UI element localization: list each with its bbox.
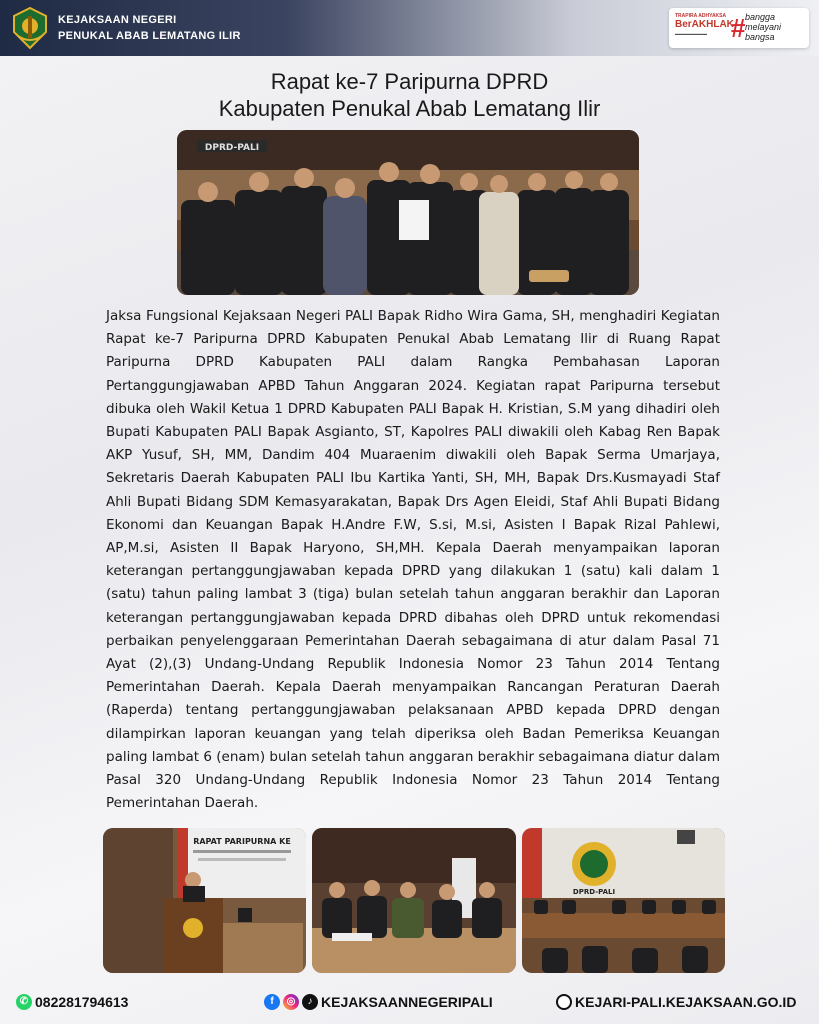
thumbnail-podium-speech <box>103 828 306 973</box>
thumbnail-banner-text: RAPAT PARIPURNA KE <box>193 837 291 846</box>
badge-tagline-2: melayani <box>745 22 782 32</box>
title-line2: Kabupaten Penukal Abab Lematang Ilir <box>218 96 601 121</box>
badge-core-values: BerAKHLAK <box>675 19 734 30</box>
org-name-line2: PENUKAL ABAB LEMATANG ILIR <box>58 30 241 42</box>
badge-tagline-3: bangsa <box>745 32 775 42</box>
footer-phone[interactable] <box>16 994 128 1010</box>
footer <box>0 990 819 1018</box>
footer-social[interactable] <box>264 994 493 1010</box>
badge-tagline-1: bangga <box>745 12 776 22</box>
thumbnail-assembly-hall <box>522 828 725 973</box>
badge-small-label: TRAPIRA ADHYAKSA <box>675 13 727 19</box>
instagram-icon: ◎ <box>283 994 299 1010</box>
org-name <box>58 12 241 44</box>
berakhlak-badge <box>669 8 809 48</box>
website-url: KEJARI-PALI.KEJAKSAAN.GO.ID <box>575 994 797 1010</box>
hashtag-icon: # <box>731 13 746 43</box>
main-group-photo <box>177 130 639 295</box>
article-body: Jaksa Fungsional Kejaksaan Negeri PALI Bapak Ridho Wira Gama, SH, menghadiri Kegiatan Rapat ke-7 Paripurna DPRD Kabupaten Penukal Abab Lematang Ilir di Ruang Rapat Paripurna DPRD Kabupaten PALI dalam Rangka Pembahasan Laporan Pertanggungjawaban APBD Tahun Anggaran 2024. Kegiatan rapat Paripurna tersebut dibuka oleh Wakil Ketua 1 DPRD Kabupaten PALI Bapak H. Kristian, S.M yang dihadiri oleh Bupati Kabupaten PALI Bapak Asgianto, ST, Kapolres PALI diwakili oleh Kabag Ren Bapak AKP Yusuf, SH, MM, Dandim 404 Muaraenim diwakili oleh Bapak Serma Umarjaya, Sekretaris Daerah Kabupaten PALI Ibu Kartika Yanti, SH, MH, Bapak Drs.Kusmayadi Staf Ahli Bupati Bidang SDM Kemasyarakatan, Bapak Drs Agen Eleidi, Staf Ahli Bupati Bidang Ekonomi dan Keuangan Bapak H.Andre F.W, S.si, M.si, Asisten I Bapak Rizal Pahlewi, AP,M.si, Asisten II Bapak Haryono, SH,MH. Kepala Daerah menyampaikan laporan keterangan pertanggungjawaban kepada DPRD yang dilakukan 1 (satu) kali dalam 1 (satu) tahun paling lambat 3 (tiga) bulan setelah tahun anggaran berakhir dan Laporan keterangan pertanggungjawaban kepada DPRD dibahas oleh DPRD untuk rekomendasi perbaikan penyelenggaraan Pemerintahan Daerah sebagaimana di atur dalam Pasal 71 Ayat (2),(3) Undang-Undang Republik Indonesia Nomor 23 Tahun 2014 Tentang Pemerintahan Daerah. Kepala Daerah menyampaikan Rancangan Peraturan Daerah (Raperda) tentang pertanggungjawaban pelaksanaan APBD kepada DPRD dengan dilampirkan laporan keuangan yang telah diperiksa oleh Badan Pemeriksa Keuangan paling lambat 6 (enam) bulan setelah tahun anggaran berakhir sebagaimana diatur dalam Pasal 320 Undang-Undang Republik Indonesia Nomor 23 Tahun 2014 Tentang Pemerintahan Daerah. <box>106 308 720 812</box>
main-photo-banner: DPRD-PALI <box>204 143 260 153</box>
thumbnail-audience <box>312 828 516 973</box>
facebook-icon: f <box>264 994 280 1010</box>
globe-icon <box>556 994 572 1010</box>
social-handle: KEJAKSAANNEGERIPALI <box>321 994 493 1010</box>
badge-decoration-lines: ▬▬▬▬▬▬▬▬ <box>675 31 707 36</box>
kejaksaan-emblem-logo <box>8 6 52 50</box>
title-line1: Rapat ke-7 Paripurna DPRD <box>270 69 549 94</box>
footer-website[interactable] <box>556 994 796 1010</box>
phone-number: 082281794613 <box>35 994 129 1010</box>
thumbnail-dprd-text: DPRD-PALI <box>572 888 616 896</box>
tiktok-icon: ♪ <box>302 994 318 1010</box>
whatsapp-icon: ✆ <box>16 994 32 1010</box>
page-title <box>0 68 819 122</box>
org-name-line1: KEJAKSAAN NEGERI <box>58 14 177 26</box>
